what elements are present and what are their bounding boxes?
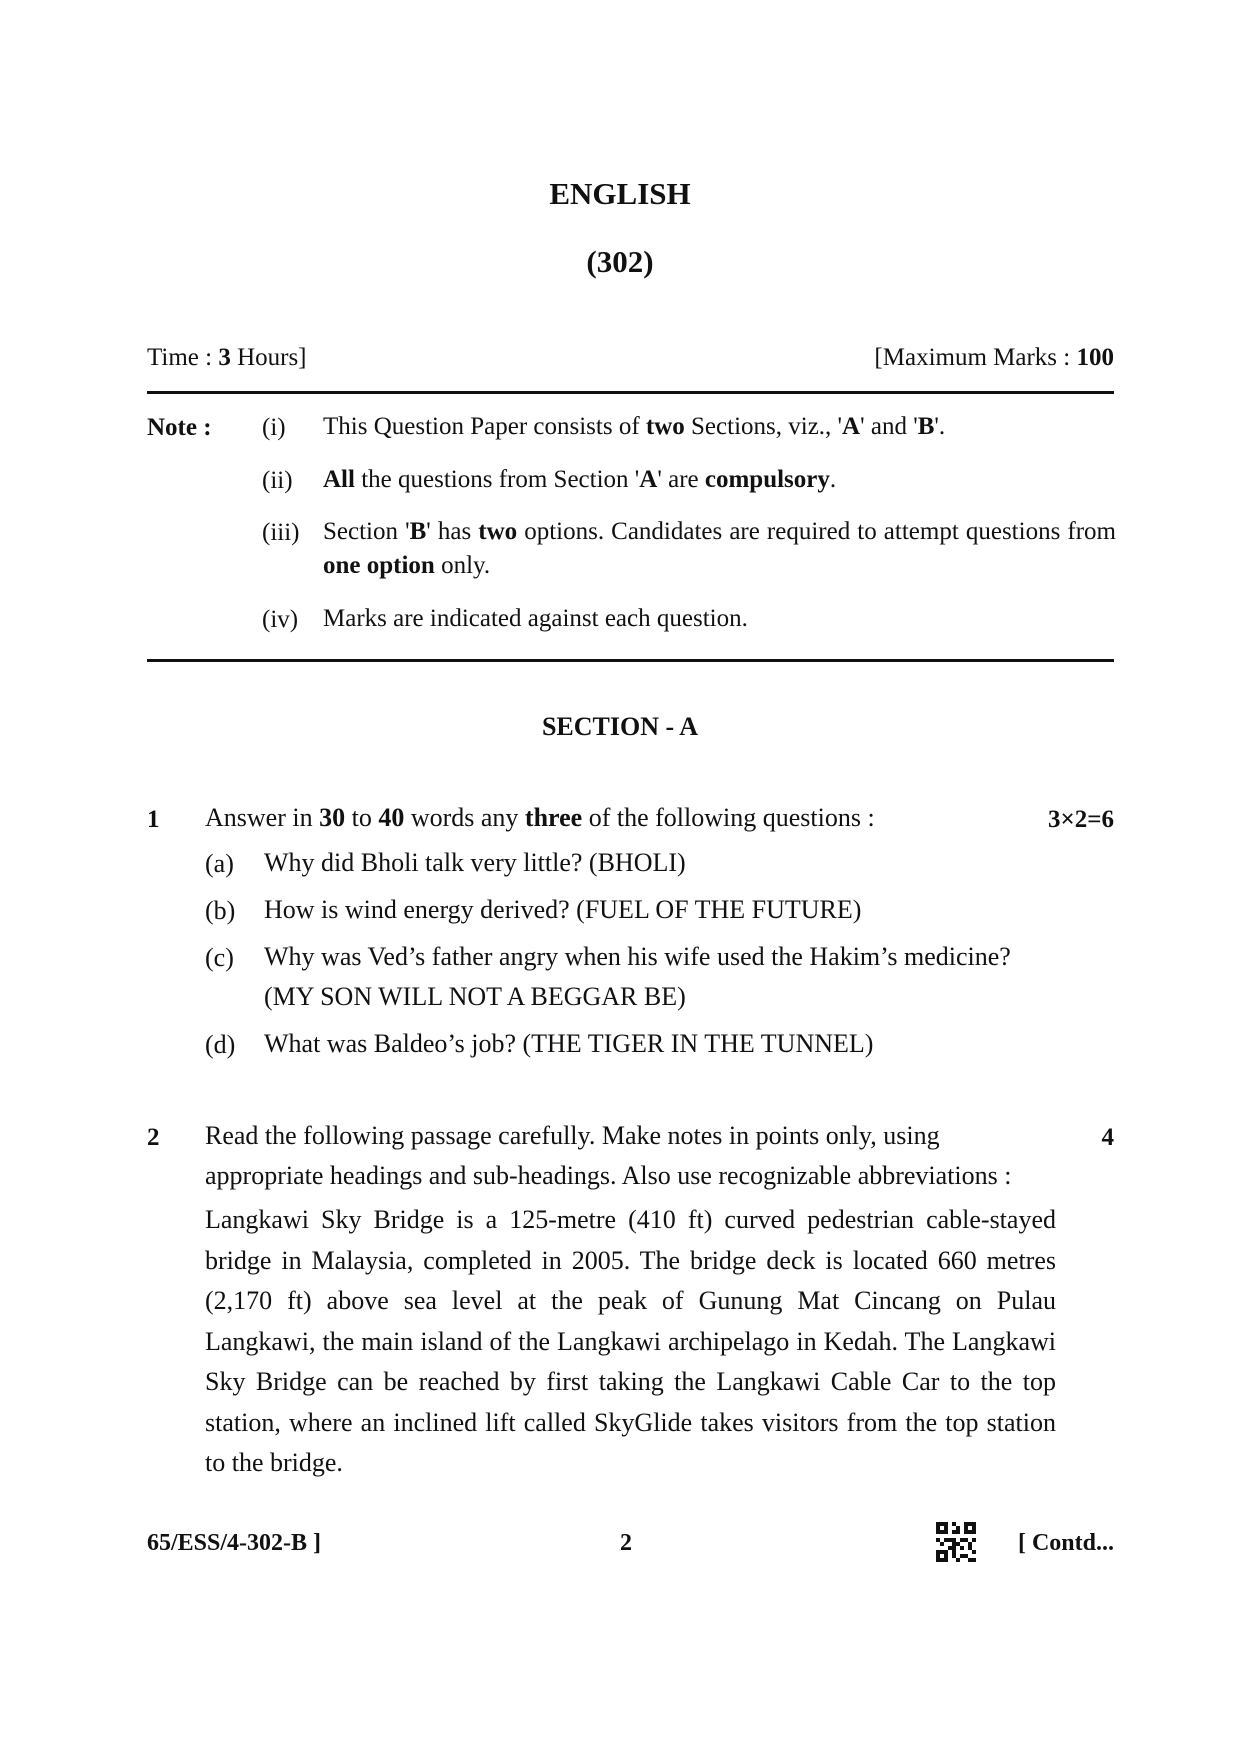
max-marks-value: 100: [1076, 344, 1114, 371]
time-unit: Hours]: [237, 344, 307, 371]
note-item-number: (i): [262, 414, 286, 441]
part-label: (d): [205, 1030, 236, 1059]
section-title: SECTION - A: [541, 712, 699, 741]
note-item-text: This Question Paper consists of two Sections, viz., 'A' and 'B'.: [323, 413, 946, 440]
question-2-line-1: Read the following passage carefully. Make notes in points only, using: [205, 1121, 940, 1150]
paper-code: 65/ESS/4-302-B ]: [147, 1530, 322, 1556]
part-label: (c): [205, 943, 234, 972]
part-label: (b): [205, 896, 236, 925]
continued-marker: [ Contd...: [1017, 1530, 1114, 1556]
question-2-line-2: appropriate headings and sub-headings. Also use recognizable abbreviations :: [205, 1161, 1012, 1190]
part-text-continued: (MY SON WILL NOT A BEGGAR BE): [264, 982, 686, 1011]
part-text: What was Baldeo’s job? (THE TIGER IN THE TUNNEL): [264, 1029, 874, 1058]
question-number: 1: [147, 806, 160, 833]
page-number: 2: [620, 1530, 632, 1556]
note-item-number: (iv): [262, 606, 299, 633]
note-item-number: (iii): [262, 519, 300, 546]
max-marks-label: [Maximum Marks :: [874, 344, 1071, 371]
question-number: 2: [147, 1124, 160, 1151]
part-text: Why did Bholi talk very little? (BHOLI): [264, 848, 686, 877]
note-label: Note :: [147, 414, 212, 441]
question-1-text: Answer in 30 to 40 words any three of the following questions :: [205, 803, 875, 832]
time-value: 3: [218, 344, 231, 371]
maximum-marks: [874, 344, 1114, 372]
question-2-marks: 4: [1101, 1124, 1114, 1151]
bottom-divider: [147, 659, 1114, 662]
subject-title: ENGLISH: [549, 176, 691, 211]
part-label: (a): [205, 849, 234, 878]
time-allowed: [147, 344, 307, 372]
note-item-text: Section 'B' has two options. Candidates are required to attempt questions from one option only.: [323, 518, 1116, 579]
qr-code-icon: [936, 1522, 976, 1562]
note-item-number: (ii): [262, 467, 293, 494]
note-item-text: Marks are indicated against each question.: [323, 605, 748, 632]
top-divider: [147, 391, 1114, 394]
subject-code: (302): [586, 244, 654, 279]
part-text: How is wind energy derived? (FUEL OF THE FUTURE): [264, 895, 862, 924]
note-item-text: All the questions from Section 'A' are compulsory.: [323, 466, 837, 493]
question-1-marks: 3×2=6: [1048, 806, 1114, 833]
part-text: Why was Ved’s father angry when his wife used the Hakim’s medicine?: [264, 942, 1011, 971]
time-label: Time :: [147, 344, 213, 371]
passage-text: Langkawi Sky Bridge is a 125-metre (410 ft) curved pedestrian cable-stayed bridge in Malaysia, completed in 2005. The bridge deck is located 660 metres (2,170 ft) above sea level at the peak of Gunung Mat Cincang on Pulau Langkawi, the main island of the Langkawi archipelago in Kedah. The Langkawi Sky Bridge can be reached by first taking the Langkawi Cable Car to the top station, where an inclined lift called SkyGlide takes visitors from the top station to the bridge.: [205, 1205, 1056, 1477]
